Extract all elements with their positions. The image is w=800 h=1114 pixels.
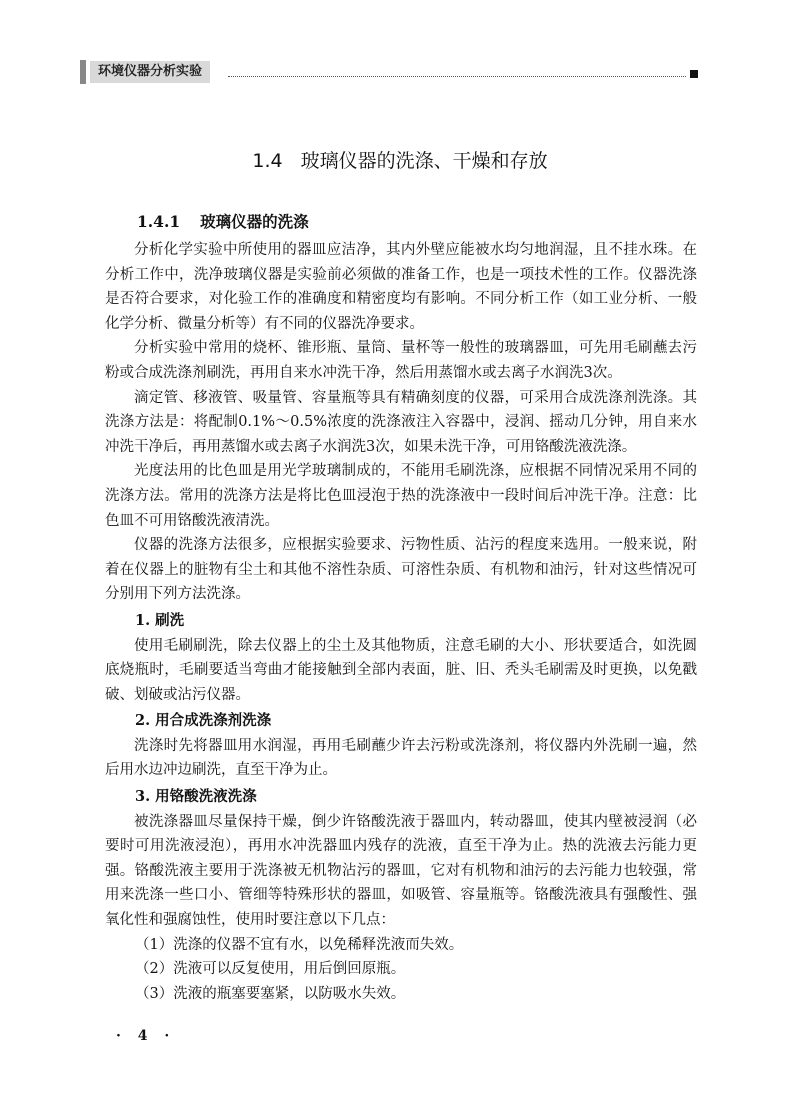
header-accent-bar [80,60,86,84]
header-end-square-icon [690,70,698,78]
method-heading: 1. 刷洗 [135,611,185,629]
subsection-title-text: 玻璃仪器的洗涤 [200,212,309,231]
paragraph: 分析化学实验中所使用的器皿应洁净，其内外壁应能被水均匀地润湿，且不挂水珠。在分析工作中，洗净玻璃仪器是实验前必须做的准备工作，也是一项技术性的工作。仪器洗涤是否符合要求，对化验工作的准确度和精密度均有影响。不同分析工作（如工业分析、一般化学分析、微量分析等）有不同的仪器洗净要求。 [105,242,697,332]
header-dotted-rule [228,76,686,77]
note-item: （1）洗涤的仪器不宜有水，以免稀释洗液而失效。 [135,936,464,953]
method-heading: 3. 用铬酸洗液洗涤 [135,788,257,806]
section-title-text: 玻璃仪器的洗涤、干燥和存放 [300,150,548,172]
page-number: · 4 · [116,1028,176,1044]
method-text: 被洗涤器皿尽量保持干燥，倒少许铬酸洗液于器皿内，转动器皿，使其内壁被浸润（必要时可用洗液浸泡），再用水冲洗器皿内残存的洗液，直至干净为止。热的洗液去污能力更强。铬酸洗液主要用于洗涤被无机物沾污的器皿，它对有机物和油污的去污能力也较强，常用来洗涤一些口小、管细等特殊形状的器皿，如吸管、容量瓶等。铬酸洗液具有强酸性、强氧化性和强腐蚀性，使用时要注意以下几点： [105,813,697,929]
body-content [105,238,697,1006]
section-number: 1.4 [252,150,283,172]
book-title: 环境仪器分析实验 [90,61,210,83]
section-title [0,146,800,173]
note-item: （2）洗液可以反复使用，用后倒回原瓶。 [135,961,406,978]
subsection-title [137,210,309,232]
subsection-number: 1.4.1 [137,212,181,231]
paragraph: 仪器的洗涤方法很多，应根据实验要求、污物性质、沾污的程度来选用。一般来说，附着在仪器上的脏物有尘土和其他不溶性杂质、可溶性杂质、有机物和油污，针对这些情况可分别用下列方法洗涤。 [105,537,697,603]
method-text: 洗涤时先将器皿用水润湿，再用毛刷蘸少许去污粉或洗涤剂，将仪器内外洗刷一遍，然后用水边冲边刷洗，直至干净为止。 [105,737,697,779]
paragraph: 滴定管、移液管、吸量管、容量瓶等具有精确刻度的仪器，可采用合成洗涤剂洗涤。其洗涤方法是：将配制0.1%～0.5%浓度的洗涤液注入容器中，浸润、摇动几分钟，用自来水冲洗干净后，再用蒸馏水或去离子水润洗3次，如果未洗干净，可用铬酸洗液洗涤。 [105,389,697,455]
method-heading: 2. 用合成洗涤剂洗涤 [135,712,272,730]
running-header [80,60,700,86]
note-item: （3）洗液的瓶塞要塞紧，以防吸水失效。 [135,985,406,1002]
method-text: 使用毛刷刷洗，除去仪器上的尘土及其他物质，注意毛刷的大小、形状要适合，如洗圆底烧瓶时，毛刷要适当弯曲才能接触到全部内表面，脏、旧、秃头毛刷需及时更换，以免戳破、划破或沾污仪器。 [105,637,697,703]
paragraph: 分析实验中常用的烧杯、锥形瓶、量筒、量杯等一般性的玻璃器皿，可先用毛刷蘸去污粉或合成洗涤剂刷洗，再用自来水冲洗干净，然后用蒸馏水或去离子水润洗3次。 [105,340,697,381]
paragraph: 光度法用的比色皿是用光学玻璃制成的，不能用毛刷洗涤，应根据不同情况采用不同的洗涤方法。常用的洗涤方法是将比色皿浸泡于热的洗涤液中一段时间后冲洗干净。注意：比色皿不可用铬酸洗液清洗。 [105,463,697,529]
